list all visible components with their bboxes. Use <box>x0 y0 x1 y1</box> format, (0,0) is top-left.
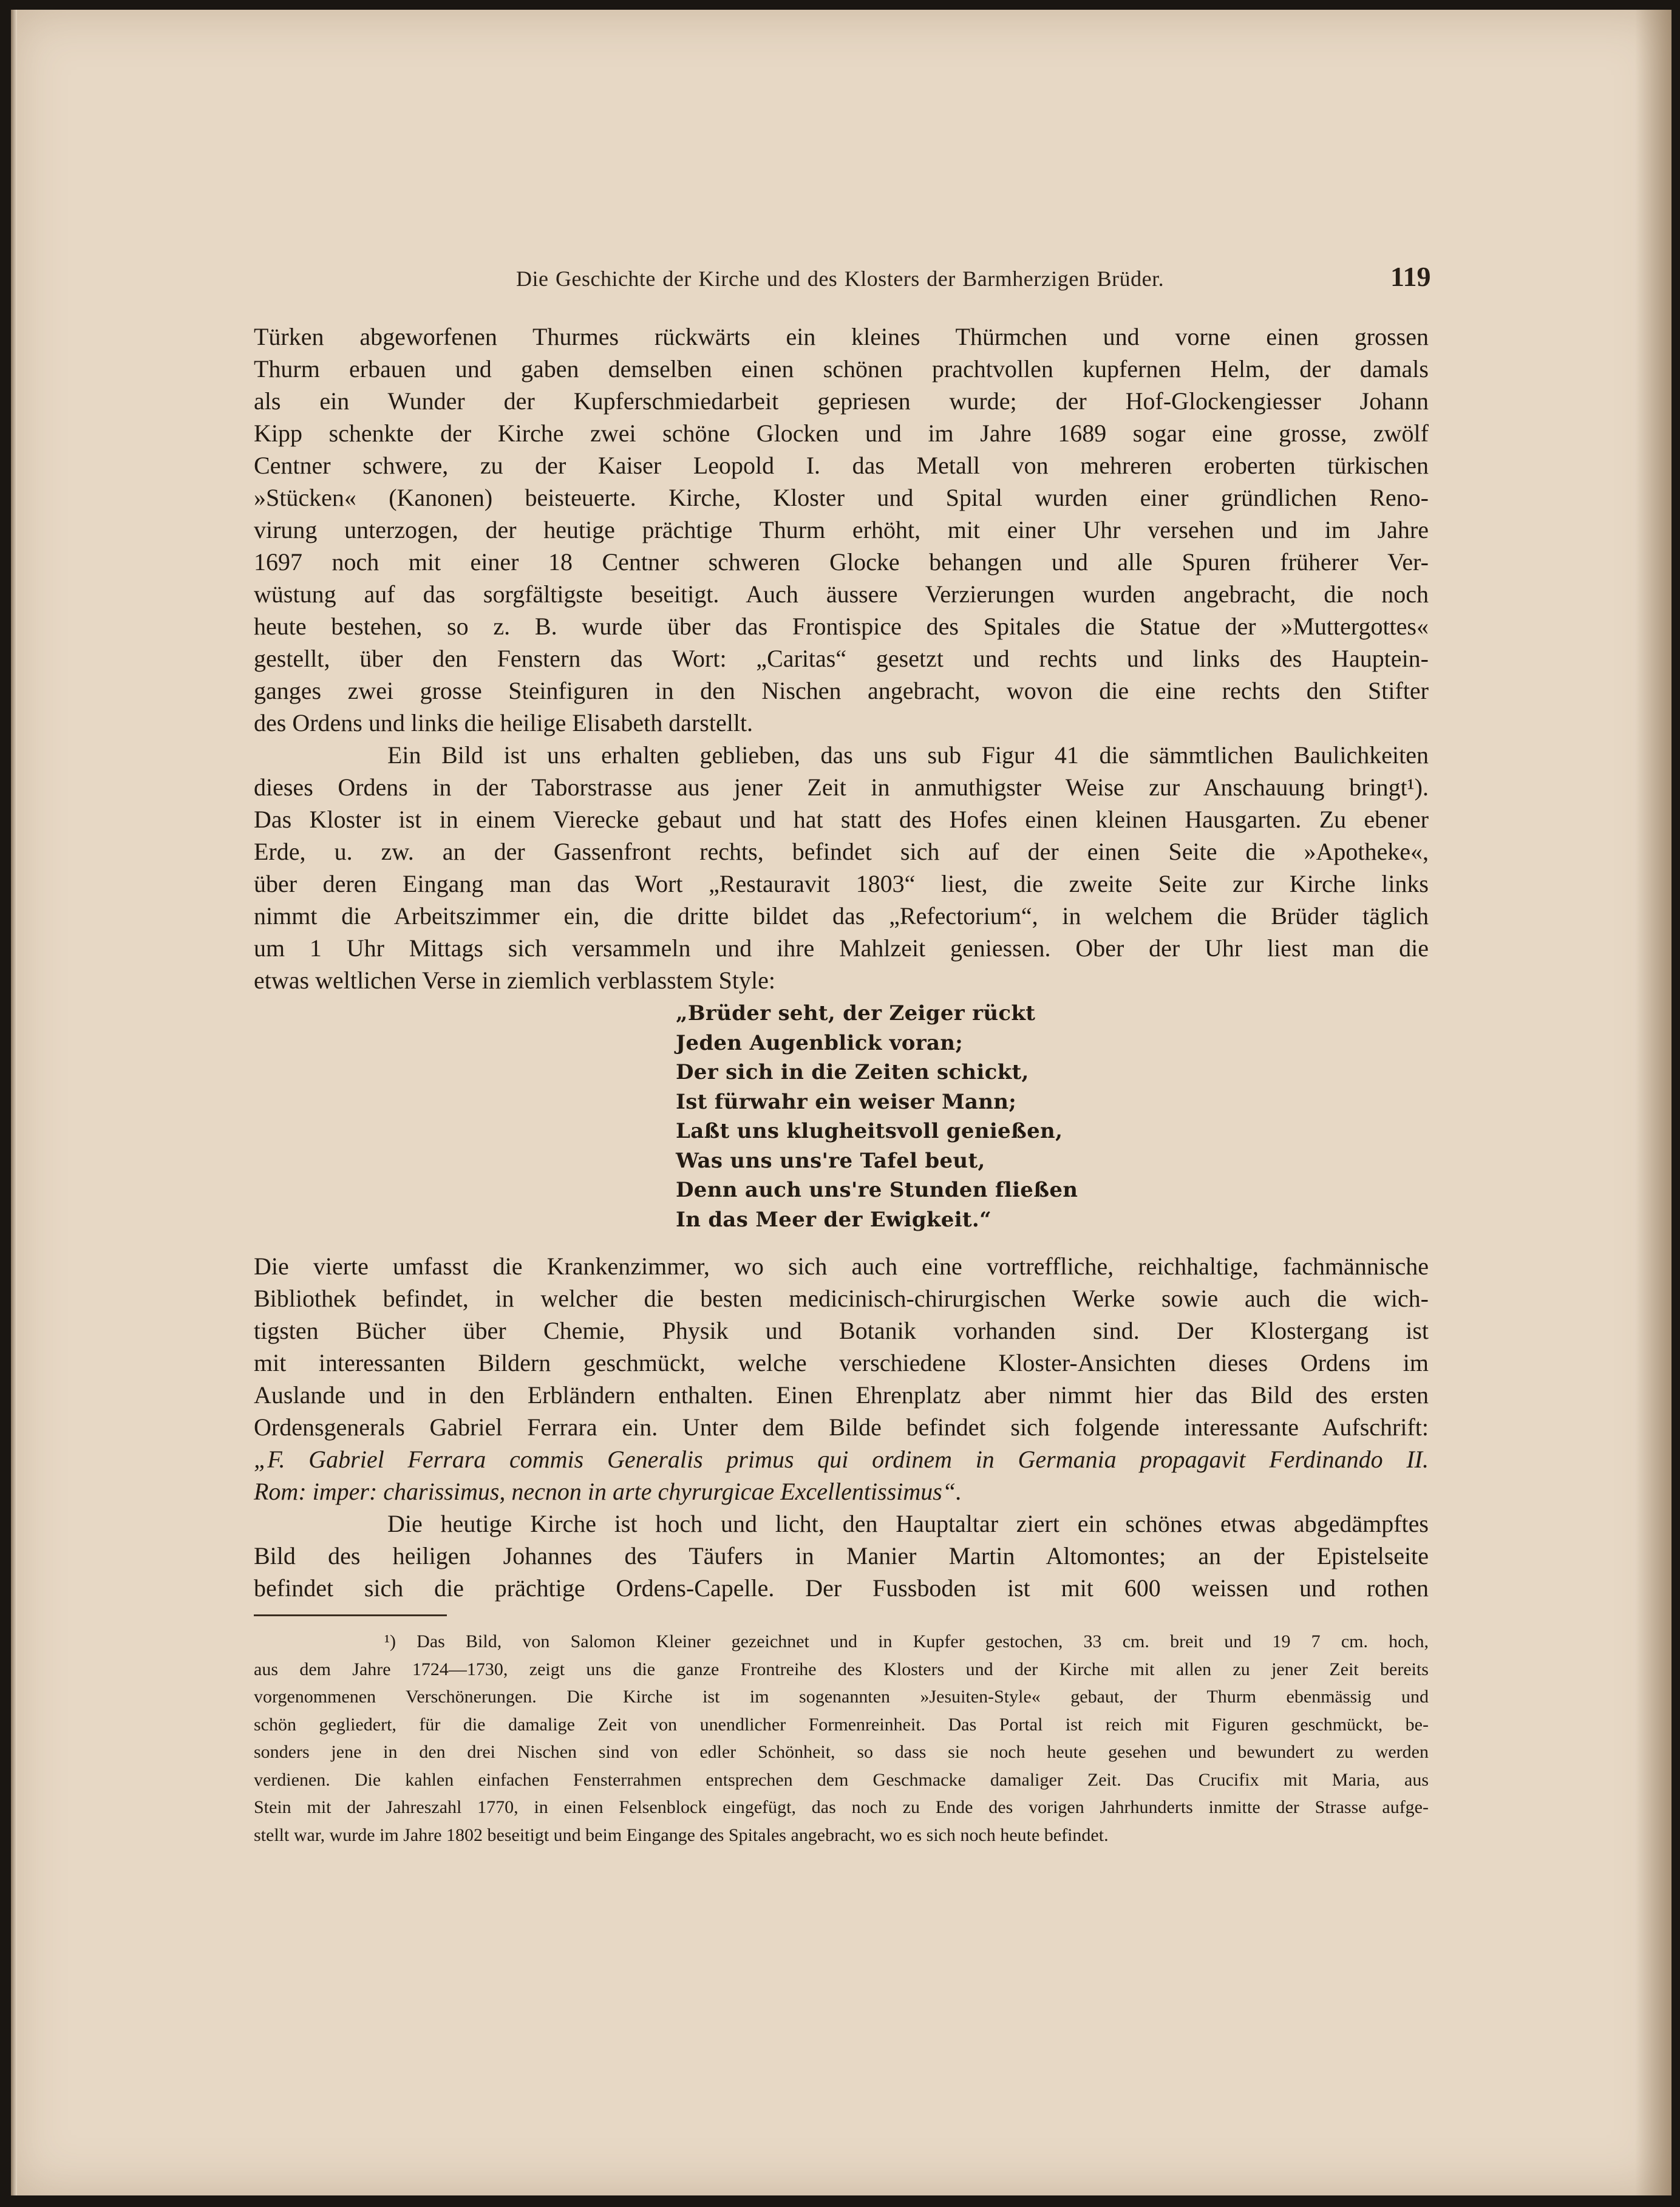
text-line: Ein Bild ist uns erhalten geblieben, das uns sub Figur 41 die sämmtlichen Baulichkeiten <box>387 741 1429 769</box>
text-line: Bild des heiligen Johannes des Täufers in Manier Martin Altomontes; an der Epistelseite <box>254 1542 1429 1569</box>
text-line: über deren Eingang man das Wort „Restauravit 1803“ liest, die zweite Seite zur Kirche links <box>254 870 1429 897</box>
book-page <box>11 10 1671 2195</box>
footnote-divider <box>254 1614 447 1616</box>
text-line: mit interessanten Bildern geschmückt, welche verschiedene Kloster-Ansichten dieses Ordens im <box>254 1349 1429 1376</box>
text-line: des Ordens und links die heilige Elisabeth darstellt. <box>254 709 753 736</box>
footnote-line: verdienen. Die kahlen einfachen Fensterrahmen entsprechen dem Geschmacke damaliger Zeit. Das Crucifix mit Maria, aus <box>254 1769 1429 1790</box>
footnote <box>254 1628 1429 1849</box>
verse-line: Denn auch uns're Stunden fließen <box>676 1178 1078 1202</box>
text-line: Türken abgeworfenen Thurmes rückwärts ein kleines Thürmchen und vorne einen grossen <box>254 323 1429 350</box>
text-line: Erde, u. zw. an der Gassenfront rechts, befindet sich auf der einen Seite die »Apotheke«, <box>254 838 1429 865</box>
text-line: Centner schwere, zu der Kaiser Leopold I. das Metall von mehreren eroberten türkischen <box>254 452 1429 479</box>
text-line: dieses Ordens in der Taborstrasse aus jener Zeit in anmuthigster Weise zur Anschauung bringt¹). <box>254 774 1429 801</box>
footnote-line: stellt war, wurde im Jahre 1802 beseitigt und beim Eingange des Spitales angebracht, wo es sich noch heute befindet. <box>254 1824 1109 1845</box>
verse-line: „Brüder seht, der Zeiger rückt <box>676 1001 1036 1025</box>
text-line: virung unterzogen, der heutige prächtige Thurm erhöht, mit einer Uhr versehen und im Jahre <box>254 516 1429 543</box>
footnote-line: schön gegliedert, für die damalige Zeit von unendlicher Formenreinheit. Das Portal ist reich mit Figuren geschmückt, be- <box>254 1714 1429 1735</box>
text-line: Die vierte umfasst die Krankenzimmer, wo sich auch eine vortreffliche, reichhaltige, fachmännische <box>254 1253 1429 1280</box>
text-line: Das Kloster ist in einem Vierecke gebaut und hat statt des Hofes einen kleinen Hausgarten. Zu ebener <box>254 806 1429 833</box>
latin-inscription-line: Rom: imper: charissimus, necnon in arte chyrurgicae Excellentissimus“. <box>254 1478 962 1505</box>
footnote-line: sonders jene in den drei Nischen sind von edler Schönheit, so dass sie noch heute gesehen und bewundert zu werden <box>254 1742 1429 1762</box>
text-line: heute bestehen, so z. B. wurde über das Frontispice des Spitales die Statue der »Muttergottes« <box>254 613 1429 640</box>
text-line: 1697 noch mit einer 18 Centner schweren Glocke behangen und alle Spuren früherer Ver- <box>254 548 1429 576</box>
verse-line: Der sich in die Zeiten schickt, <box>676 1060 1029 1084</box>
text-line: etwas weltlichen Verse in ziemlich verblasstem Style: <box>254 967 776 994</box>
text-line: Auslande und in den Erbländern enthalten. Einen Ehrenplatz aber nimmt hier das Bild des ersten <box>254 1381 1429 1409</box>
text-line: Kipp schenkte der Kirche zwei schöne Glocken und im Jahre 1689 sogar eine grosse, zwölf <box>254 420 1429 447</box>
verse-line: In das Meer der Ewigkeit.“ <box>676 1207 991 1232</box>
text-line: Thurm erbauen und gaben demselben einen schönen prachtvollen kupfernen Helm, der damals <box>254 355 1429 383</box>
text-line: nimmt die Arbeitszimmer ein, die dritte bildet das „Refectorium“, in welchem die Brüder täglich <box>254 902 1429 930</box>
text-line: Die heutige Kirche ist hoch und licht, den Hauptaltar ziert ein schönes etwas abgedämpftes <box>387 1510 1429 1537</box>
text-line: um 1 Uhr Mittags sich versammeln und ihre Mahlzeit geniessen. Ober der Uhr liest man die <box>254 934 1429 962</box>
latin-inscription-line: „F. Gabriel Ferrara commis Generalis primus qui ordinem in Germania propagavit Ferdinando II. <box>254 1446 1429 1473</box>
page-number: 119 <box>1390 261 1431 292</box>
verse-line: Jeden Augenblick voran; <box>676 1030 964 1055</box>
main-text <box>254 321 1429 1604</box>
footnote-line: Stein mit der Jahreszahl 1770, in einen Felsenblock eingefügt, das noch zu Ende des vorigen Jahrhunderts inmitte der Strasse aufge- <box>254 1797 1429 1817</box>
text-line: wüstung auf das sorgfältigste beseitigt. Auch äussere Verzierungen wurden angebracht, die noch <box>254 580 1429 608</box>
text-line: gestellt, über den Fenstern das Wort: „Caritas“ gesetzt und rechts und links des Hauptein- <box>254 645 1429 672</box>
running-head: Die Geschichte der Kirche und des Klosters der Barmherzigen Brüder. <box>516 267 1165 291</box>
text-line: ganges zwei grosse Steinfiguren in den Nischen angebracht, wovon die eine rechts den Stifter <box>254 677 1429 704</box>
page-edge-shadow <box>1635 10 1671 2195</box>
text-line: Ordensgenerals Gabriel Ferrara ein. Unter dem Bilde befindet sich folgende interessante Aufschrift: <box>254 1413 1429 1441</box>
footnote-line: aus dem Jahre 1724—1730, zeigt uns die ganze Frontreihe des Klosters und der Kirche mit allen zu jener Zeit bereits <box>254 1659 1429 1679</box>
footnote-line: ¹) Das Bild, von Salomon Kleiner gezeichnet und in Kupfer gestochen, 33 cm. breit und 19 7 cm. hoch, <box>384 1631 1429 1651</box>
footnote-line: vorgenommenen Verschönerungen. Die Kirche ist im sogenannten »Jesuiten-Style« gebaut, der Thurm ebenmässig und <box>254 1687 1429 1707</box>
page-spine-shadow <box>11 10 17 2195</box>
text-line: befindet sich die prächtige Ordens-Capelle. Der Fussboden ist mit 600 weissen und rothen <box>254 1574 1429 1602</box>
verse-line: Was uns uns're Tafel beut, <box>676 1148 985 1173</box>
text-line: »Stücken« (Kanonen) beisteuerte. Kirche, Kloster und Spital wurden einer gründlichen Reno- <box>254 484 1429 511</box>
text-line: als ein Wunder der Kupferschmiedarbeit gepriesen wurde; der Hof-Glockengiesser Johann <box>254 387 1429 415</box>
verse-line: Ist fürwahr ein weiser Mann; <box>676 1089 1017 1114</box>
text-line: tigsten Bücher über Chemie, Physik und Botanik vorhanden sind. Der Klostergang ist <box>254 1317 1429 1344</box>
verse-line: Laßt uns klugheitsvoll genießen, <box>676 1119 1063 1143</box>
verse-block <box>254 996 1429 1250</box>
text-line: Bibliothek befindet, in welcher die besten medicinisch-chirurgischen Werke sowie auch die wich- <box>254 1285 1429 1312</box>
